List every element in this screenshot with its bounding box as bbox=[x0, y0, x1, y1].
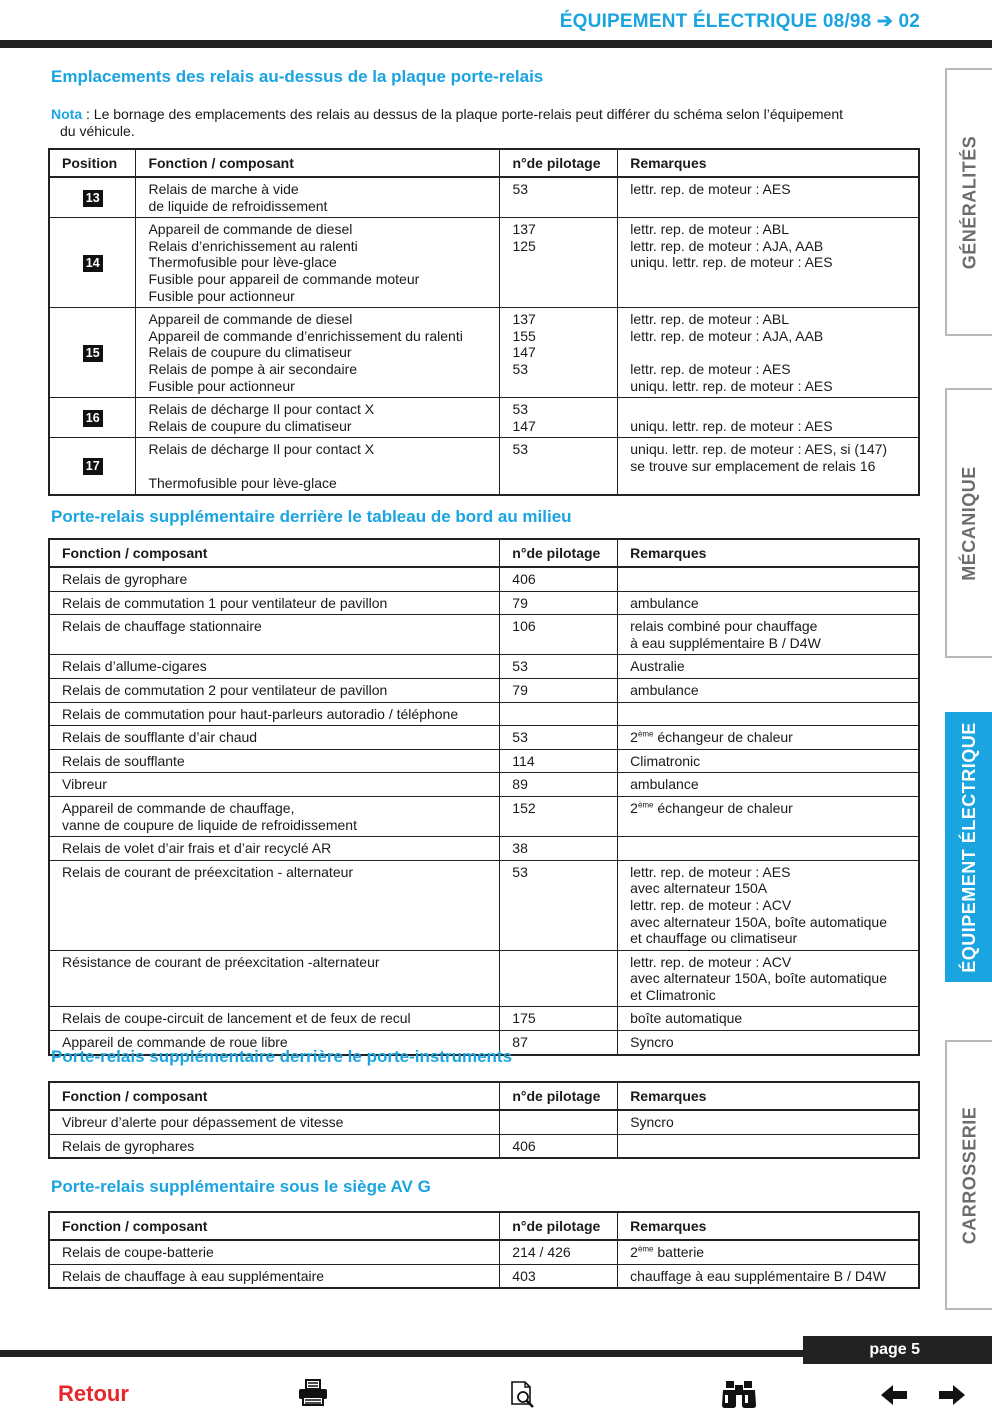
cell-line: 87 bbox=[512, 1034, 528, 1051]
cell-remarques bbox=[618, 1031, 919, 1055]
cell-line: Relais de volet d’air frais et d’air recyclé AR bbox=[62, 840, 332, 857]
table-row bbox=[49, 1134, 919, 1158]
ordinal-number: 2 bbox=[630, 729, 638, 746]
cell-line: Relais de soufflante bbox=[62, 752, 185, 769]
nota-continuation: du véhicule. bbox=[60, 123, 135, 139]
ordinal-number: 2 bbox=[630, 1244, 638, 1260]
cell-pilotage bbox=[500, 567, 618, 591]
cell-line: uniqu. lettr. rep. de moteur : AES bbox=[630, 254, 833, 271]
cell-fonction bbox=[49, 1007, 500, 1031]
cell-line: lettr. rep. de moteur : AJA, AAB bbox=[630, 237, 824, 254]
table-header-row bbox=[49, 1212, 919, 1240]
cell-line: se trouve sur emplacement de relais 16 bbox=[630, 457, 876, 474]
cell-pilotage bbox=[500, 1264, 618, 1288]
cell-position bbox=[49, 398, 136, 438]
cell-line: Relais de chauffage à eau supplémentaire bbox=[62, 1267, 325, 1284]
position-badge: 15 bbox=[83, 345, 103, 362]
cell-line: Vibreur bbox=[62, 776, 107, 793]
cell-pilotage bbox=[500, 1134, 618, 1158]
cell-fonction bbox=[49, 1134, 500, 1158]
side-tab-carrosserie[interactable]: CARROSSERIE bbox=[945, 1040, 992, 1310]
ordinal-text: batterie bbox=[653, 1244, 705, 1260]
cell-line bbox=[630, 800, 908, 817]
cell-line: Relais d’enrichissement au ralenti bbox=[148, 237, 358, 254]
cell-pilotage bbox=[500, 438, 618, 495]
cell-line: Syncro bbox=[630, 1114, 674, 1130]
cell-pilotage bbox=[500, 773, 618, 797]
relay-table-instruments bbox=[48, 1081, 920, 1159]
ordinal-text: échangeur de chaleur bbox=[653, 729, 793, 746]
cell-fonction bbox=[49, 749, 500, 773]
cell-pilotage bbox=[500, 837, 618, 861]
table-row bbox=[49, 1110, 919, 1134]
cell-line: 53 bbox=[512, 729, 528, 746]
cell-line: Syncro bbox=[630, 1034, 674, 1051]
cell-remarques bbox=[618, 438, 919, 495]
cell-remarques bbox=[618, 1007, 919, 1031]
cell-remarques bbox=[618, 591, 919, 615]
cell-pilotage bbox=[500, 1031, 618, 1055]
cell-line: Relais de coupure du climatiseur bbox=[148, 344, 352, 361]
table-row bbox=[49, 702, 919, 726]
relay-table-main bbox=[48, 148, 920, 496]
cell-line: Appareil de commande de diesel bbox=[148, 311, 353, 328]
table-row bbox=[49, 655, 919, 679]
col-header-pilotage: n°de pilotage bbox=[500, 1212, 618, 1240]
cell-line: et Climatronic bbox=[630, 986, 716, 1003]
cell-line: 137 bbox=[512, 221, 536, 238]
side-tab-equipement-electrique[interactable]: ÉQUIPEMENT ÉLECTRIQUE bbox=[945, 712, 992, 982]
cell-line bbox=[512, 1114, 607, 1131]
cell-fonction bbox=[49, 702, 500, 726]
cell-line: et chauffage ou climatiseur bbox=[630, 930, 798, 947]
cell-line: Appareil de commande de chauffage, bbox=[62, 799, 295, 816]
table-row bbox=[49, 773, 919, 797]
cell-line: Relais de commutation 2 pour ventilateur de pavillon bbox=[62, 681, 388, 698]
cell-pilotage bbox=[500, 398, 618, 438]
cell-position bbox=[49, 177, 136, 218]
table-row bbox=[49, 567, 919, 591]
cell-line: vanne de coupure de liquide de refroidissement bbox=[62, 816, 357, 833]
cell-pilotage bbox=[500, 1007, 618, 1031]
position-badge: 17 bbox=[83, 458, 103, 475]
table-row bbox=[49, 398, 919, 438]
cell-pilotage bbox=[500, 678, 618, 702]
section-title: Porte-relais supplémentaire derrière le porte-instruments bbox=[51, 1047, 513, 1066]
cell-fonction bbox=[136, 308, 500, 398]
nota-label: Nota bbox=[51, 106, 83, 122]
col-header-pilotage: n°de pilotage bbox=[500, 1082, 618, 1110]
cell-remarques bbox=[618, 218, 919, 308]
cell-fonction bbox=[49, 1240, 500, 1264]
cell-position bbox=[49, 308, 136, 398]
cell-fonction bbox=[49, 678, 500, 702]
cell-line: 147 bbox=[512, 344, 536, 361]
col-header-remarques: Remarques bbox=[618, 1082, 919, 1110]
cell-line: 147 bbox=[512, 417, 536, 434]
nota-text: : Le bornage des emplacements des relais au dessus de la plaque porte-relais peut différer du schéma selon l’équipement bbox=[82, 106, 843, 122]
cell-line: 403 bbox=[512, 1267, 536, 1284]
cell-line bbox=[630, 1244, 908, 1261]
cell-line: boîte automatique bbox=[630, 1010, 743, 1027]
cell-line: 89 bbox=[512, 776, 528, 793]
table-row bbox=[49, 726, 919, 750]
cell-position bbox=[49, 218, 136, 308]
table-header-row bbox=[49, 149, 919, 177]
position-badge: 16 bbox=[83, 410, 103, 427]
cell-pilotage bbox=[500, 177, 618, 218]
retour-link[interactable]: Retour bbox=[58, 1381, 129, 1406]
cell-line: 106 bbox=[512, 618, 536, 635]
cell-line: Relais de décharge Il pour contact X bbox=[148, 401, 375, 418]
cell-line: 114 bbox=[512, 752, 535, 769]
cell-line: Climatronic bbox=[630, 752, 701, 769]
cell-line: uniqu. lettr. rep. de moteur : AES bbox=[630, 417, 833, 434]
cell-line bbox=[630, 571, 908, 588]
side-tab-mecanique[interactable]: MÉCANIQUE bbox=[945, 388, 992, 658]
col-header-fonction: Fonction / composant bbox=[49, 1082, 500, 1110]
relay-table-seat bbox=[48, 1211, 920, 1289]
header-bar bbox=[0, 40, 992, 48]
cell-line: lettr. rep. de moteur : AES bbox=[630, 181, 791, 197]
cell-line: lettr. rep. de moteur : AES bbox=[630, 360, 791, 377]
cell-line: Relais de gyrophare bbox=[62, 571, 188, 587]
cell-line: avec alternateur 150A, boîte automatique bbox=[630, 913, 887, 930]
cell-line: 155 bbox=[512, 327, 536, 344]
cell-line: 125 bbox=[512, 237, 536, 254]
cell-remarques bbox=[618, 1264, 919, 1288]
cell-fonction bbox=[49, 837, 500, 861]
table-row bbox=[49, 591, 919, 615]
table-row bbox=[49, 837, 919, 861]
cell-remarques bbox=[618, 177, 919, 218]
cell-pilotage bbox=[500, 702, 618, 726]
cell-line: 214 / 426 bbox=[512, 1244, 571, 1260]
cell-fonction bbox=[49, 655, 500, 679]
cell-line: 79 bbox=[512, 681, 528, 698]
table-row bbox=[49, 1264, 919, 1288]
cell-line: 53 bbox=[512, 863, 528, 880]
cell-line: Relais de commutation pour haut-parleurs autoradio / téléphone bbox=[62, 705, 459, 722]
cell-fonction bbox=[49, 726, 500, 750]
table-row bbox=[49, 678, 919, 702]
cell-pilotage bbox=[500, 950, 618, 1007]
cell-line: 137 bbox=[512, 311, 536, 328]
ordinal-number: 2 bbox=[630, 799, 638, 816]
cell-line: 53 bbox=[512, 181, 529, 197]
cell-fonction bbox=[49, 615, 500, 655]
cell-line: 175 bbox=[512, 1010, 536, 1027]
cell-remarques bbox=[618, 615, 919, 655]
cell-pilotage bbox=[500, 655, 618, 679]
relay-table-dashboard bbox=[48, 538, 920, 1056]
cell-line: Relais d’allume-cigares bbox=[62, 658, 207, 675]
position-badge: 14 bbox=[83, 255, 103, 272]
cell-remarques bbox=[618, 950, 919, 1007]
table-row bbox=[49, 218, 919, 308]
cell-line: Appareil de commande de roue libre bbox=[62, 1034, 288, 1051]
cell-line: 53 bbox=[512, 360, 529, 377]
cell-line: 53 bbox=[512, 401, 529, 418]
cell-line: lettr. rep. de moteur : ABL bbox=[630, 221, 790, 238]
cell-line bbox=[630, 1138, 908, 1155]
cell-fonction bbox=[136, 398, 500, 438]
ordinal-suffix: ème bbox=[637, 729, 654, 739]
cell-line: Relais de commutation 1 pour ventilateur de pavillon bbox=[62, 594, 388, 611]
cell-remarques bbox=[618, 1134, 919, 1158]
cell-line: 53 bbox=[512, 441, 529, 458]
cell-remarques bbox=[618, 860, 919, 950]
col-header-fonction: Fonction / composant bbox=[49, 1212, 500, 1240]
cell-line: ambulance bbox=[630, 594, 699, 611]
arrow-right-icon[interactable] bbox=[937, 1383, 967, 1407]
cell-line: lettr. rep. de moteur : AES bbox=[630, 863, 791, 880]
table-row bbox=[49, 796, 919, 836]
cell-fonction bbox=[136, 218, 500, 308]
cell-fonction bbox=[49, 796, 500, 836]
section-title: Porte-relais supplémentaire sous le siège AV G bbox=[51, 1177, 431, 1196]
arrow-left-icon[interactable] bbox=[879, 1383, 909, 1407]
cell-line: Relais de coupe-batterie bbox=[62, 1244, 214, 1260]
col-header-pilotage: n°de pilotage bbox=[500, 539, 618, 567]
table-row bbox=[49, 1007, 919, 1031]
cell-fonction bbox=[49, 1110, 500, 1134]
cell-fonction bbox=[49, 1264, 500, 1288]
col-header-pilotage: n°de pilotage bbox=[500, 149, 618, 177]
cell-line bbox=[630, 706, 908, 723]
cell-line: uniqu. lettr. rep. de moteur : AES, si (147) bbox=[630, 441, 888, 458]
cell-line: lettr. rep. de moteur : AJA, AAB bbox=[630, 327, 824, 344]
cell-line: Appareil de commande d’enrichissement du ralenti bbox=[148, 327, 463, 344]
cell-remarques bbox=[618, 796, 919, 836]
cell-line: 79 bbox=[512, 594, 528, 611]
cell-line bbox=[630, 840, 908, 857]
cell-line: Appareil de commande de diesel bbox=[148, 221, 353, 238]
table-row bbox=[49, 749, 919, 773]
cell-line: ambulance bbox=[630, 776, 699, 793]
cell-pilotage bbox=[500, 749, 618, 773]
cell-line bbox=[630, 401, 908, 418]
cell-line: lettr. rep. de moteur : ABL bbox=[630, 311, 790, 328]
ordinal-suffix: ème bbox=[637, 800, 654, 810]
zoom-page-icon[interactable] bbox=[508, 1378, 538, 1410]
cell-fonction bbox=[49, 567, 500, 591]
cell-remarques bbox=[618, 308, 919, 398]
cell-pilotage bbox=[500, 591, 618, 615]
cell-pilotage bbox=[500, 218, 618, 308]
cell-line bbox=[512, 954, 607, 971]
table-row bbox=[49, 438, 919, 495]
cell-line: lettr. rep. de moteur : ACV bbox=[630, 896, 792, 913]
cell-line: Australie bbox=[630, 658, 685, 675]
printer-icon[interactable] bbox=[297, 1378, 329, 1408]
cell-line bbox=[630, 729, 908, 746]
table-row bbox=[49, 177, 919, 218]
cell-line bbox=[630, 344, 908, 361]
cell-line: Thermofusible pour lève-glace bbox=[148, 254, 337, 271]
cell-fonction bbox=[49, 860, 500, 950]
cell-remarques bbox=[618, 726, 919, 750]
cell-line: chauffage à eau supplémentaire B / D4W bbox=[630, 1267, 886, 1284]
position-badge: 13 bbox=[83, 190, 103, 207]
cell-remarques bbox=[618, 398, 919, 438]
cell-remarques bbox=[618, 773, 919, 797]
table-row bbox=[49, 860, 919, 950]
cell-pilotage bbox=[500, 308, 618, 398]
cell-line: de liquide de refroidissement bbox=[148, 197, 328, 214]
cell-line: à eau supplémentaire B / D4W bbox=[630, 634, 821, 651]
cell-pilotage bbox=[500, 1110, 618, 1134]
cell-line: Résistance de courant de préexcitation -alternateur bbox=[62, 953, 380, 970]
cell-fonction bbox=[136, 438, 500, 495]
cell-remarques bbox=[618, 1110, 919, 1134]
section-title: Porte-relais supplémentaire derrière le tableau de bord au milieu bbox=[51, 507, 572, 526]
cell-line bbox=[148, 458, 489, 475]
cell-remarques bbox=[618, 749, 919, 773]
cell-pilotage bbox=[500, 1240, 618, 1264]
col-header-position: Position bbox=[49, 149, 136, 177]
cell-pilotage bbox=[500, 796, 618, 836]
cell-line: Relais de marche à vide bbox=[148, 181, 299, 197]
cell-fonction bbox=[49, 591, 500, 615]
cell-remarques bbox=[618, 1240, 919, 1264]
cell-line: Relais de pompe à air secondaire bbox=[148, 360, 358, 377]
cell-remarques bbox=[618, 567, 919, 591]
cell-fonction bbox=[49, 950, 500, 1007]
col-header-fonction: Fonction / composant bbox=[136, 149, 500, 177]
cell-line: ambulance bbox=[630, 681, 699, 698]
cell-line: avec alternateur 150A, boîte automatique bbox=[630, 970, 887, 987]
table-row bbox=[49, 950, 919, 1007]
table-row bbox=[49, 1240, 919, 1264]
cell-line: relais combiné pour chauffage bbox=[630, 618, 818, 635]
table-header-row bbox=[49, 539, 919, 567]
cell-line: uniqu. lettr. rep. de moteur : AES bbox=[630, 377, 833, 394]
cell-remarques bbox=[618, 655, 919, 679]
page-number: page 5 bbox=[803, 1336, 992, 1364]
side-tab-generalites[interactable]: GÉNÉRALITÉS bbox=[945, 68, 992, 336]
cell-line: Fusible pour actionneur bbox=[148, 377, 295, 394]
binoculars-icon[interactable] bbox=[720, 1378, 758, 1410]
col-header-remarques: Remarques bbox=[618, 1212, 919, 1240]
cell-fonction bbox=[49, 773, 500, 797]
cell-line: Relais de gyrophares bbox=[62, 1137, 195, 1154]
cell-line: 406 bbox=[512, 571, 536, 587]
cell-line: Thermofusible pour lève-glace bbox=[148, 474, 337, 491]
table-row bbox=[49, 615, 919, 655]
cell-line: Relais de décharge Il pour contact X bbox=[148, 441, 375, 458]
cell-position bbox=[49, 438, 136, 495]
cell-line: avec alternateur 150A bbox=[630, 880, 768, 897]
cell-remarques bbox=[618, 702, 919, 726]
cell-line: 38 bbox=[512, 840, 528, 857]
cell-pilotage bbox=[500, 615, 618, 655]
cell-line: lettr. rep. de moteur : ACV bbox=[630, 953, 792, 970]
cell-line: Fusible pour actionneur bbox=[148, 287, 295, 304]
header-title: ÉQUIPEMENT ÉLECTRIQUE 08/98 ➔ 02 bbox=[559, 11, 920, 32]
cell-line: Relais de coupe-circuit de lancement et de feux de recul bbox=[62, 1010, 411, 1027]
col-header-fonction: Fonction / composant bbox=[49, 539, 500, 567]
table-row bbox=[49, 308, 919, 398]
table-header-row bbox=[49, 1082, 919, 1110]
cell-line: Relais de courant de préexcitation - alternateur bbox=[62, 863, 354, 880]
section-title: Emplacements des relais au-dessus de la plaque porte-relais bbox=[51, 67, 544, 86]
nota-note bbox=[51, 106, 921, 140]
cell-pilotage bbox=[500, 726, 618, 750]
cell-line: Relais de coupure du climatiseur bbox=[148, 417, 352, 434]
cell-line: 53 bbox=[512, 658, 528, 675]
ordinal-text: échangeur de chaleur bbox=[653, 799, 793, 816]
ordinal-suffix: ème bbox=[637, 1244, 654, 1254]
cell-line: Fusible pour appareil de commande moteur bbox=[148, 270, 420, 287]
cell-remarques bbox=[618, 837, 919, 861]
cell-remarques bbox=[618, 678, 919, 702]
cell-line: Relais de chauffage stationnaire bbox=[62, 618, 262, 635]
cell-pilotage bbox=[500, 860, 618, 950]
cell-fonction bbox=[136, 177, 500, 218]
cell-line bbox=[512, 706, 607, 723]
cell-line: 152 bbox=[512, 799, 536, 816]
cell-line: 406 bbox=[512, 1137, 536, 1154]
col-header-remarques: Remarques bbox=[618, 149, 919, 177]
cell-line: Relais de soufflante d’air chaud bbox=[62, 729, 258, 746]
cell-line: Vibreur d’alerte pour dépassement de vitesse bbox=[62, 1114, 344, 1130]
col-header-remarques: Remarques bbox=[618, 539, 919, 567]
